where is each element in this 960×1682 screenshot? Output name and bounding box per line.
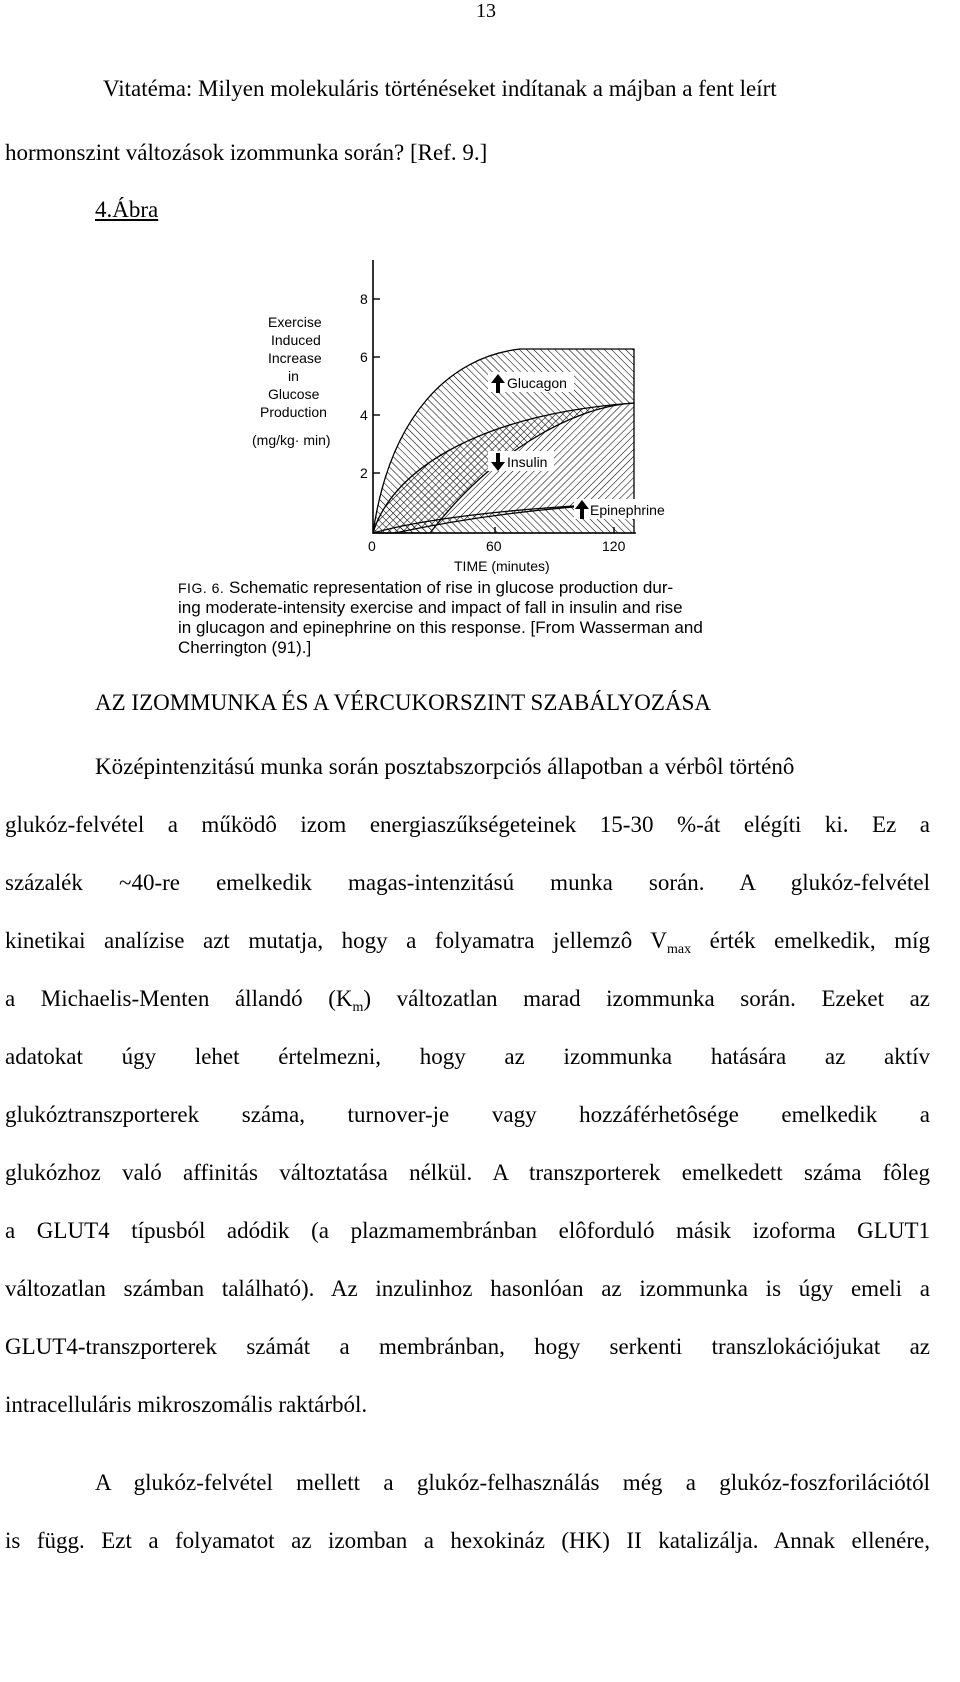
glucagon-annotation: Glucagon [507,375,567,391]
body-line-5: a Michaelis-Menten állandó $(K_m)$ változatlan marad izommunka során. Ezeket az [5,986,930,1015]
caption-prefix: FIG. 6. [178,580,225,596]
y-label-line-2: Induced [271,332,321,348]
y-label-line-5: Glucose [268,386,320,402]
y-tick-8: 8 [360,291,368,307]
y-tick-2: 2 [360,465,368,481]
body-line-4: kinetikai analízise azt mutatja, hogy a folyamatra jellemzô $V_{max}$ érték emelkedik, míg [5,928,930,957]
body-line-2: glukóz-felvétel a működô izom energiaszűkségeteinek 15-30 %-át elégíti ki. Ez a [5,812,930,837]
x-tick-60: 60 [486,538,502,554]
caption-line-1: Schematic representation of rise in glucose production dur- [229,578,674,597]
body-p2-line-1: A glukóz-felvétel mellett a glukóz-felhasználás még a glukóz-foszforilációtól [95,1470,930,1495]
y-label-line-1: Exercise [268,314,322,330]
figure-label: 4.Ábra [95,197,159,222]
section-heading: AZ IZOMMUNKA ÉS A VÉRCUKORSZINT SZABÁLYOZÁSA [95,690,711,715]
body-line-6: adatokat úgy lehet értelmezni, hogy az izommunka hatására az aktív [5,1044,930,1069]
body-p2-line-2: is függ. Ezt a folyamatot az izomban a hexokináz (HK) II katalizálja. Annak ellenére, [5,1528,930,1553]
insulin-annotation: Insulin [507,454,548,470]
body-line-1: Középintenzitású munka során posztabszorpciós állapotban a vérbôl történô [95,754,795,779]
body-line-11: GLUT4-transzporterek számát a membránban, hogy serkenti transzlokációjukat az [5,1334,930,1359]
y-tick-4: 4 [360,407,368,423]
body-line-12: intracelluláris mikroszomális raktárból. [5,1392,368,1417]
y-label-line-6: Production [260,404,327,420]
body-line-7: glukóztranszporterek száma, turnover-je vagy hozzáférhetôsége emelkedik a [5,1102,930,1127]
page-number: 13 [476,0,496,22]
y-label-unit: (mg/kg· min) [252,432,331,448]
x-axis-label: TIME (minutes) [454,558,550,574]
caption-line-3: in glucagon and epinephrine on this response. [From Wasserman and [178,618,703,637]
discussion-line-1: Vitatéma: Milyen molekuláris történéseket indítanak a májban a fent leírt [103,76,777,101]
caption-line-4: Cherrington (91).] [178,638,312,657]
body-line-3: százalék ~40-re emelkedik magas-intenzitású munka során. A glukóz-felvétel [5,870,930,895]
x-tick-0: 0 [368,538,376,554]
body-line-10: változatlan számban található). Az inzulinhoz hasonlóan az izommunka is úgy emeli a [5,1276,930,1301]
body-line-9: a GLUT4 típusból adódik (a plazmamembránban elôforduló másik izoforma GLUT1 [5,1218,930,1243]
y-tick-6: 6 [360,349,368,365]
y-label-line-3: Increase [268,350,322,366]
figure-caption [178,578,748,658]
epinephrine-annotation: Epinephrine [590,502,665,518]
caption-line-2: ing moderate-intensity exercise and impact of fall in insulin and rise [178,598,683,617]
x-tick-120: 120 [602,538,626,554]
y-label-line-4: in [288,368,299,384]
body-line-8: glukózhoz való affinitás változtatása nélkül. A transzporterek emelkedett száma fôleg [5,1160,930,1185]
discussion-line-2: hormonszint változások izommunka során? [Ref. 9.] [5,140,488,165]
